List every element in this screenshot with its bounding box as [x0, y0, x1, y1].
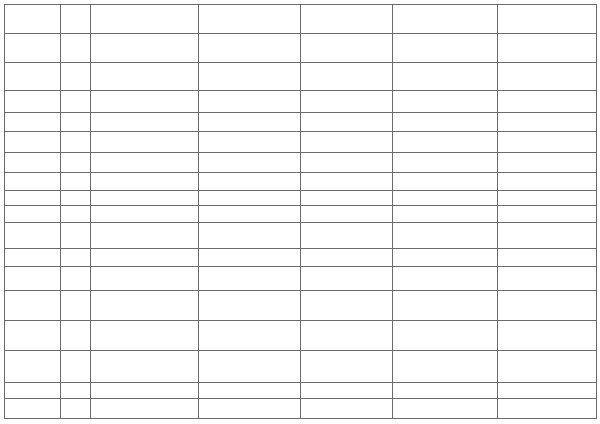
- table-cell: [60, 290, 90, 320]
- table-cell: [90, 62, 198, 90]
- table-cell: [497, 382, 596, 398]
- table-cell: [392, 152, 497, 172]
- table-cell: [392, 266, 497, 290]
- table-cell: [300, 90, 392, 112]
- table-cell: [4, 112, 60, 131]
- table-cell: [198, 266, 300, 290]
- table-cell: [4, 320, 60, 350]
- table-cell: [497, 205, 596, 222]
- table-cell: [60, 90, 90, 112]
- table-header-cell: [4, 4, 60, 33]
- table-cell: [198, 112, 300, 131]
- table-cell: [497, 222, 596, 248]
- table-cell: [60, 398, 90, 418]
- table-header-cell: [60, 4, 90, 33]
- table-cell: [497, 320, 596, 350]
- table-cell: [60, 131, 90, 152]
- table-header-cell: [198, 33, 300, 62]
- table-cell: [60, 152, 90, 172]
- table-cell: [300, 290, 392, 320]
- table-header-cell: [198, 4, 300, 33]
- table-column-rule: [596, 4, 597, 419]
- table-cell: [392, 222, 497, 248]
- table-cell: [497, 172, 596, 190]
- table-cell: [300, 62, 392, 90]
- table-header-cell: [4, 33, 60, 62]
- table-cell: [4, 205, 60, 222]
- table-cell: [198, 382, 300, 398]
- table-cell: [497, 62, 596, 90]
- table-header-cell: [300, 33, 392, 62]
- table-cell: [497, 266, 596, 290]
- table-cell: [300, 222, 392, 248]
- table-cell: [4, 172, 60, 190]
- table-cell: [198, 90, 300, 112]
- table-cell: [497, 248, 596, 266]
- table-cell: [4, 152, 60, 172]
- table-cell: [60, 320, 90, 350]
- table-cell: [198, 290, 300, 320]
- table-cell: [392, 190, 497, 205]
- table-cell: [497, 131, 596, 152]
- table-cell: [300, 248, 392, 266]
- table-cell: [300, 350, 392, 382]
- table-cell: [300, 398, 392, 418]
- table-cell: [90, 266, 198, 290]
- table-cell: [392, 320, 497, 350]
- table-cell: [497, 90, 596, 112]
- table-cell: [392, 90, 497, 112]
- table-cell: [4, 266, 60, 290]
- table-cell: [90, 172, 198, 190]
- table-cell: [4, 382, 60, 398]
- table-cell: [4, 222, 60, 248]
- table-cell: [90, 205, 198, 222]
- table-cell: [392, 172, 497, 190]
- table-cell: [4, 62, 60, 90]
- table-cell: [300, 205, 392, 222]
- table-header-cell: [90, 4, 198, 33]
- table-cell: [300, 172, 392, 190]
- table-header-cell: [60, 33, 90, 62]
- table-cell: [90, 382, 198, 398]
- table-header-cell: [90, 33, 198, 62]
- table-cell: [392, 131, 497, 152]
- table-cell: [4, 398, 60, 418]
- table-header-cell: [497, 4, 596, 33]
- table-cell: [198, 320, 300, 350]
- table-cell: [90, 290, 198, 320]
- table-cell: [60, 112, 90, 131]
- table-cell: [497, 350, 596, 382]
- table-cell: [497, 290, 596, 320]
- table-cell: [60, 266, 90, 290]
- table-cell: [300, 382, 392, 398]
- table-cell: [60, 62, 90, 90]
- table-header-cell: [392, 4, 497, 33]
- table-cell: [198, 152, 300, 172]
- table-cell: [4, 90, 60, 112]
- table-cell: [4, 190, 60, 205]
- table-cell: [60, 350, 90, 382]
- table-cell: [60, 248, 90, 266]
- table-cell: [60, 222, 90, 248]
- table-cell: [4, 350, 60, 382]
- table-cell: [497, 152, 596, 172]
- table-cell: [198, 205, 300, 222]
- table-cell: [198, 248, 300, 266]
- table-cell: [90, 190, 198, 205]
- table-cell: [90, 131, 198, 152]
- table-cell: [60, 382, 90, 398]
- table-cell: [300, 152, 392, 172]
- table-cell: [392, 398, 497, 418]
- table-cell: [60, 205, 90, 222]
- table-cell: [4, 131, 60, 152]
- table-cell: [300, 266, 392, 290]
- table-cell: [198, 62, 300, 90]
- table-cell: [300, 190, 392, 205]
- table-cell: [497, 398, 596, 418]
- table-cell: [392, 112, 497, 131]
- table-cell: [60, 172, 90, 190]
- table-cell: [300, 112, 392, 131]
- table-cell: [392, 205, 497, 222]
- table-cell: [300, 131, 392, 152]
- table-cell: [497, 112, 596, 131]
- table-header-cell: [300, 4, 392, 33]
- table-cell: [497, 190, 596, 205]
- table-cell: [90, 350, 198, 382]
- table-cell: [392, 248, 497, 266]
- table-header-cell: [392, 33, 497, 62]
- table-cell: [90, 398, 198, 418]
- table-cell: [90, 112, 198, 131]
- table-cell: [392, 350, 497, 382]
- table-cell: [300, 320, 392, 350]
- table-cell: [198, 350, 300, 382]
- table-cell: [198, 398, 300, 418]
- table-cell: [90, 90, 198, 112]
- table-cell: [60, 190, 90, 205]
- table-cell: [392, 382, 497, 398]
- table-cell: [198, 131, 300, 152]
- table-cell: [198, 222, 300, 248]
- table-cell: [90, 248, 198, 266]
- table-cell: [392, 290, 497, 320]
- table-cell: [4, 290, 60, 320]
- table-cell: [198, 172, 300, 190]
- table-cell: [90, 152, 198, 172]
- table-cell: [198, 190, 300, 205]
- table-cell: [90, 222, 198, 248]
- table-cell: [4, 248, 60, 266]
- table-cell: [90, 320, 198, 350]
- table-cell: [392, 62, 497, 90]
- table-header-cell: [497, 33, 596, 62]
